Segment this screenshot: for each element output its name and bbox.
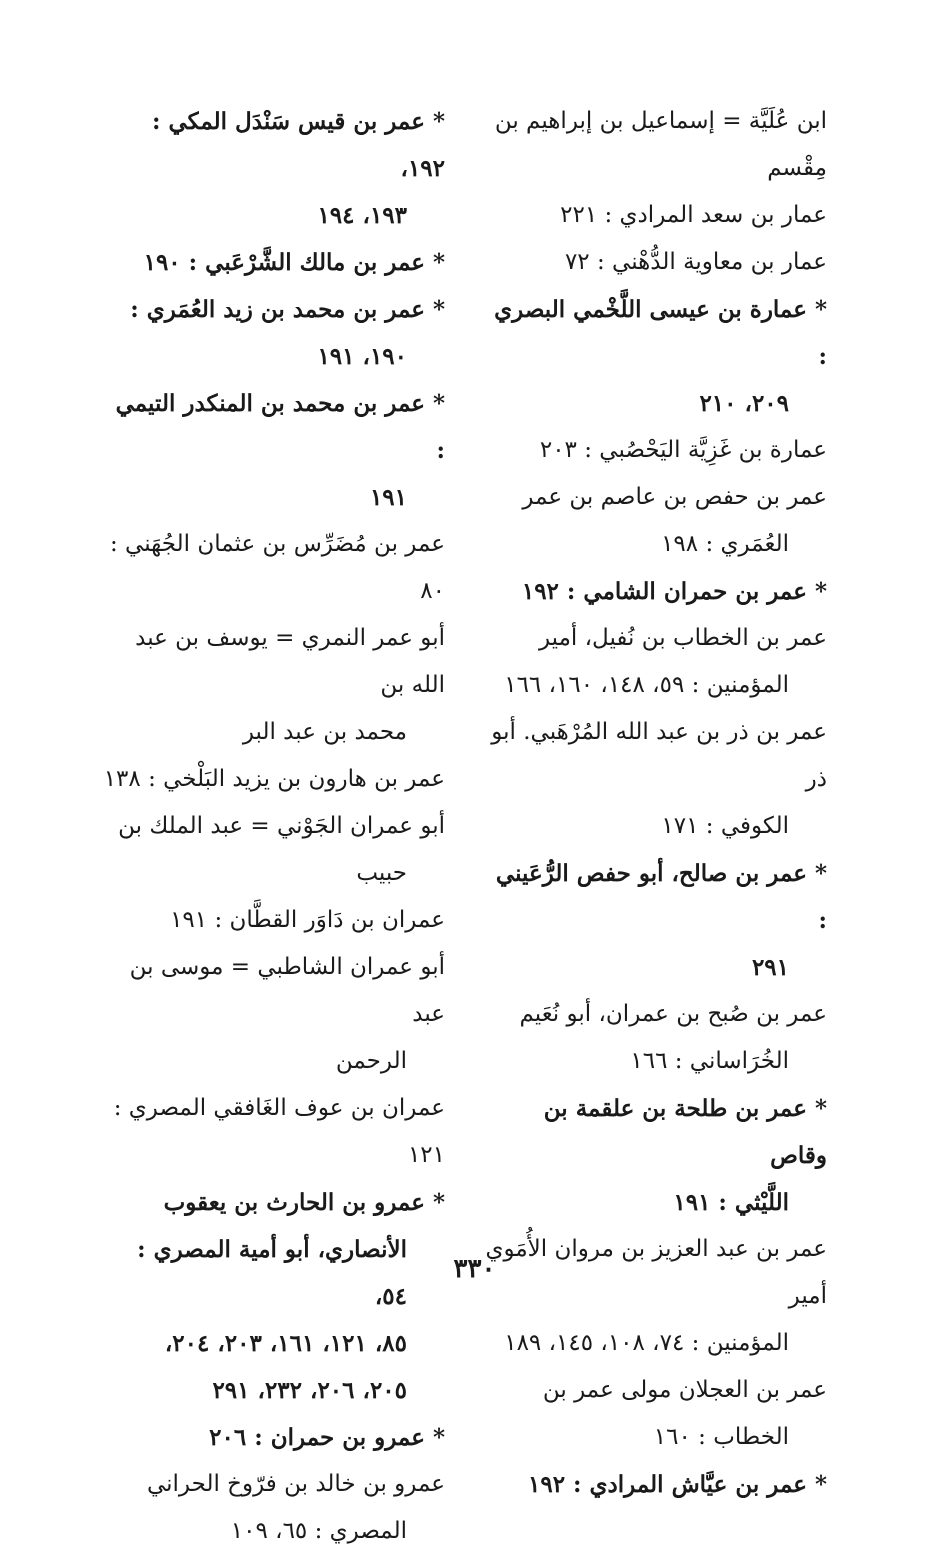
entry-heading: أبو عمران الجَوْني = عبد الملك بن [118,813,445,839]
entry-heading: عمر بن حفص بن عاصم بن عمر [522,484,827,510]
entry-continuation: ٢٠٩، ٢١٠ [699,390,789,417]
index-entry [100,803,445,897]
entry-continuation: ١٩١ [369,484,407,511]
entry-continuation: المؤمنين : ٧٤، ١٠٨، ١٤٥، ١٨٩ [504,1330,789,1356]
index-entry [100,944,445,1085]
entry-heading: ابن عُلَيَّة = إسماعيل بن إبراهيم بن مِقْسم [494,108,827,181]
index-entry [482,1367,827,1461]
entry-heading: * عمر بن مالك الشَّرْعَبي : ١٩٠ [143,249,445,276]
entry-heading: عمار بن معاوية الدُّهْني : ٧٢ [564,249,827,275]
index-entry [100,1085,445,1179]
index-entry [482,568,827,615]
entry-continuation: الكوفي : ١٧١ [661,813,789,839]
entry-continuation: حبيب [356,860,407,886]
index-entry [482,615,827,709]
index-entry [100,615,445,756]
index-entry [100,1461,445,1555]
entry-heading: عمار بن سعد المرادي : ٢٢١ [560,202,827,228]
entry-heading: * عمر بن عيَّاش المرادي : ١٩٢ [527,1471,827,1498]
entry-heading: عمر بن هارون بن يزيد البَلْخي : ١٣٨ [103,766,445,792]
entry-continuation: محمد بن عبد البر [242,719,407,745]
entry-heading: عمر بن عبد العزيز بن مروان الأُمَوي أمير [485,1236,827,1309]
page-number: ٣٣٠ [453,1254,496,1284]
entry-continuation: ٢٩١ [751,954,789,981]
entry-heading: عمر بن صُبح بن عمران، أبو نُعَيم [519,1001,827,1027]
index-entry [100,98,445,239]
entry-heading: عمر بن مُضَرِّس بن عثمان الجُهَني : ٨٠ [110,531,445,604]
entry-heading: * عمر بن محمد بن المنكدر التيمي : [115,390,445,464]
entry-heading: * عمر بن صالح، أبو حفص الرُّعَيني : [495,860,827,934]
index-entry [482,474,827,568]
index-entry [100,521,445,615]
entry-continuation: ٨٥، ١٢١، ١٦١، ٢٠٣، ٢٠٤، [164,1330,407,1357]
entry-heading: عمر بن ذر بن عبد الله المُرْهَبي. أبو ذر [491,719,827,792]
left-column [100,98,445,1555]
index-entry [482,1085,827,1226]
entry-heading: عمارة بن غَزِيَّة اليَحْصُبي : ٢٠٣ [539,437,827,463]
entry-heading: * عمر بن محمد بن زيد العُمَري : [130,296,445,323]
entry-continuation: الخُرَاساني : ١٦٦ [630,1048,789,1074]
index-entry [100,897,445,944]
entry-heading: * عمرو بن حمران : ٢٠٦ [209,1424,445,1451]
index-entry [100,380,445,521]
index-entry [100,239,445,286]
entry-heading: عمران بن دَاوَر القطَّان : ١٩١ [170,907,445,933]
entry-heading: * عمر بن طلحة بن علقمة بن وقاص [543,1095,827,1169]
entry-continuation: الرحمن [335,1048,407,1074]
entry-continuation: اللَّيْثي : ١٩١ [673,1189,789,1216]
index-entry [482,991,827,1085]
index-entry [100,286,445,380]
entry-heading: عمر بن العجلان مولى عمر بن [542,1377,827,1403]
entry-heading: عمران بن عوف الغَافقي المصري : ١٢١ [113,1095,445,1168]
entry-heading: * عمرو بن الحارث بن يعقوب [163,1189,445,1216]
entry-heading: * عمر بن قيس سَنْدَل المكي : ١٩٢، [151,108,445,182]
entry-heading: أبو عمران الشاطبي = موسى بن عبد [129,954,445,1027]
index-entry [100,1414,445,1461]
entry-heading: عمر بن الخطاب بن نُفيل، أمير [538,625,827,651]
entry-continuation: الخطاب : ١٦٠ [653,1424,789,1450]
index-entry [482,850,827,991]
right-column [482,98,827,1508]
index-entry [100,756,445,803]
index-entry [482,286,827,427]
index-entry [482,192,827,239]
entry-continuation: الأنصاري، أبو أمية المصري : ٥٤، [137,1236,407,1310]
index-entry [482,427,827,474]
index-entry [482,239,827,286]
index-entry [100,1179,445,1414]
index-entry [482,1461,827,1508]
entry-heading: عمرو بن خالد بن فرّوخ الحراني [146,1471,445,1497]
entry-continuation: العُمَري : ١٩٨ [661,531,789,557]
index-entry [482,98,827,192]
entry-continuation: ٢٠٥، ٢٠٦، ٢٣٢، ٢٩١ [212,1377,407,1404]
entry-heading: أبو عمر النمري = يوسف بن عبد الله بن [135,625,445,698]
entry-heading: * عمارة بن عيسى اللَّخْمي البصري : [494,296,827,370]
index-entry [482,709,827,850]
entry-continuation: ١٩٠، ١٩١ [317,343,407,370]
entry-continuation: المؤمنين : ٥٩، ١٤٨، ١٦٠، ١٦٦ [504,672,789,698]
entry-continuation: ١٩٣، ١٩٤ [317,202,407,229]
entry-continuation: المصري : ٦٥، ١٠٩ [230,1518,407,1544]
entry-heading: * عمر بن حمران الشامي : ١٩٢ [521,578,827,605]
index-entry [482,1226,827,1367]
